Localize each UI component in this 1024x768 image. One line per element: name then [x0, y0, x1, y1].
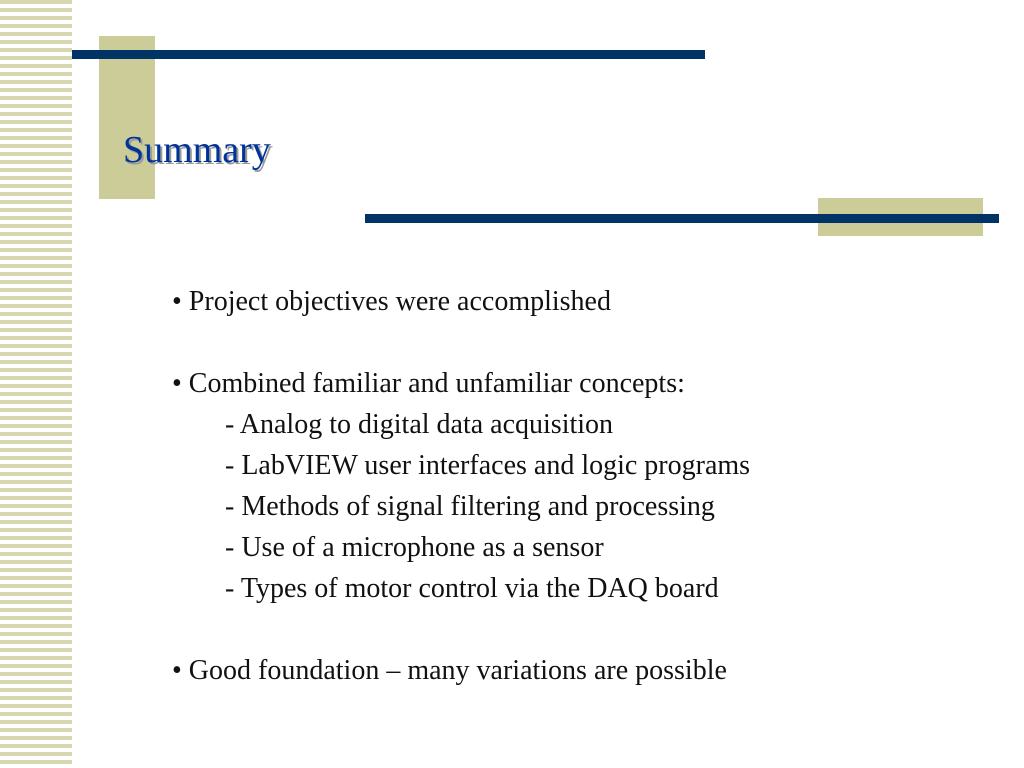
- accent-block-top: [99, 36, 155, 199]
- top-rule: [72, 50, 705, 59]
- bullet-foundation: • Good foundation – many variations are possible: [172, 655, 727, 686]
- bullet-concepts: • Combined familiar and unfamiliar concepts:: [172, 368, 685, 399]
- sub-bullet-daq: - Analog to digital data acquisition: [225, 409, 614, 440]
- bullet-objectives: • Project objectives were accomplished: [172, 286, 611, 317]
- left-stripe-decoration: [0, 0, 72, 768]
- slide-title: Summary: [123, 129, 271, 171]
- spacer: [172, 609, 972, 650]
- bottom-rule: [365, 214, 999, 223]
- slide-content: [172, 281, 972, 691]
- sub-bullet-motor-control: - Types of motor control via the DAQ board: [225, 573, 719, 604]
- spacer: [172, 322, 972, 363]
- sub-bullet-filtering: - Methods of signal filtering and processing: [225, 491, 715, 522]
- sub-bullet-labview: - LabVIEW user interfaces and logic programs: [225, 450, 751, 481]
- sub-bullet-microphone: - Use of a microphone as a sensor: [225, 532, 604, 563]
